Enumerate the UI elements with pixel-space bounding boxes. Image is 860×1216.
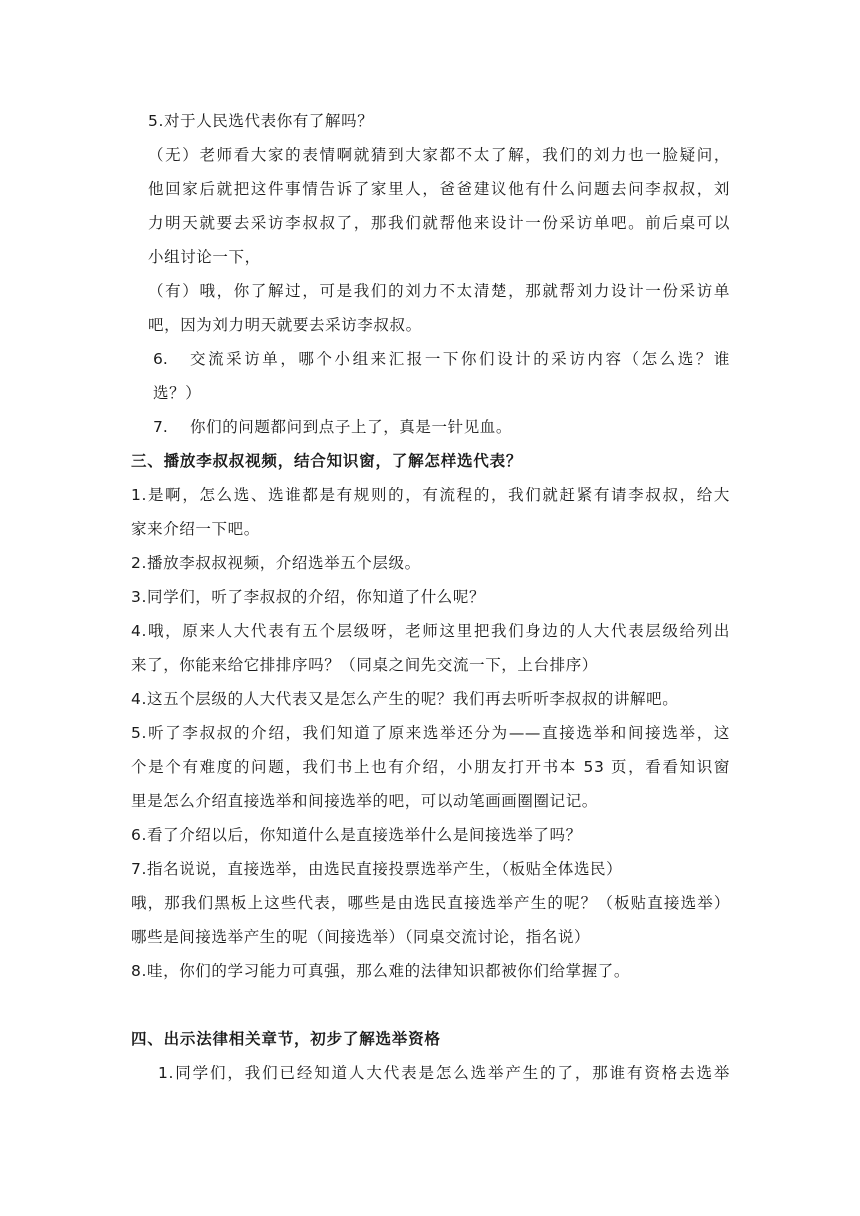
paragraph-line: 3.同学们，听了李叔叔的介绍，你知道了什么呢？ xyxy=(131,588,486,606)
paragraph-line: （无）老师看大家的表情啊就猜到大家都不太了解，我们的刘力也一脸疑问， xyxy=(148,146,730,164)
paragraph-line: 你们的问题都问到点子上了，真是一针见血。 xyxy=(190,418,513,436)
paragraph-line: 1.同学们，我们已经知道人大代表是怎么选举产生的了，那谁有资格去选举 xyxy=(158,1064,730,1082)
paragraph-line: 来了，你能来给它排排序吗？（同桌之间先交流一下，上台排序） xyxy=(131,656,598,674)
item-6-number: 6. xyxy=(153,350,168,368)
paragraph-line: 家来介绍一下吧。 xyxy=(131,520,260,538)
item-5-question: 5.对于人民选代表你有了解吗？ xyxy=(148,112,374,130)
item-7-number: 7. xyxy=(153,418,168,436)
paragraph-line: 8.哇，你们的学习能力可真强，那么难的法律知识都被你们给掌握了。 xyxy=(131,962,630,980)
paragraph-line: 小组讨论一下， xyxy=(148,248,261,266)
paragraph-line: 4.这五个层级的人大代表又是怎么产生的呢？我们再去听听李叔叔的讲解吧。 xyxy=(131,690,679,708)
paragraph-line: 6.看了介绍以后，你知道什么是直接选举什么是间接选举了吗？ xyxy=(131,826,582,844)
paragraph-line: 选？） xyxy=(153,384,202,402)
paragraph-line: 个是个有难度的问题，我们书上也有介绍，小朋友打开书本 53 页，看看知识窗 xyxy=(131,758,730,776)
paragraph-line: 哪些是间接选举产生的呢（间接选举）（同桌交流讨论，指名说） xyxy=(131,928,591,946)
paragraph-line: 里是怎么介绍直接选举和间接选举的吧，可以动笔画画圈圈记记。 xyxy=(131,792,598,810)
paragraph-line: 2.播放李叔叔视频，介绍选举五个层级。 xyxy=(131,554,421,572)
paragraph-line: 力明天就要去采访李叔叔了，那我们就帮他来设计一份采访单吧。前后桌可以 xyxy=(148,214,730,232)
paragraph-line: 4.哦，原来人大代表有五个层级呀，老师这里把我们身边的人大代表层级给列出 xyxy=(131,622,730,640)
paragraph-line: （有）哦，你了解过，可是我们的刘力不太清楚，那就帮刘力设计一份采访单 xyxy=(148,282,730,300)
paragraph-line: 5.听了李叔叔的介绍，我们知道了原来选举还分为——直接选举和间接选举，这 xyxy=(131,724,730,742)
paragraph-line: 交流采访单，哪个小组来汇报一下你们设计的采访内容（怎么选？谁 xyxy=(190,350,730,368)
section-3-heading: 三、播放李叔叔视频，结合知识窗，了解怎样选代表？ xyxy=(131,452,523,470)
paragraph-line: 吧，因为刘力明天就要去采访李叔叔。 xyxy=(148,316,422,334)
paragraph-line: 哦，那我们黑板上这些代表，哪些是由选民直接选举产生的呢？（板贴直接选举） xyxy=(131,894,730,912)
paragraph-line: 7.指名说说，直接选举，由选民直接投票选举产生，（板贴全体选民） xyxy=(131,860,623,878)
paragraph-line: 1.是啊，怎么选、选谁都是有规则的，有流程的，我们就赶紧有请李叔叔，给大 xyxy=(131,486,730,504)
paragraph-line: 他回家后就把这件事情告诉了家里人，爸爸建议他有什么问题去问李叔叔，刘 xyxy=(148,180,730,198)
section-4-heading: 四、出示法律相关章节，初步了解选举资格 xyxy=(131,1030,441,1048)
